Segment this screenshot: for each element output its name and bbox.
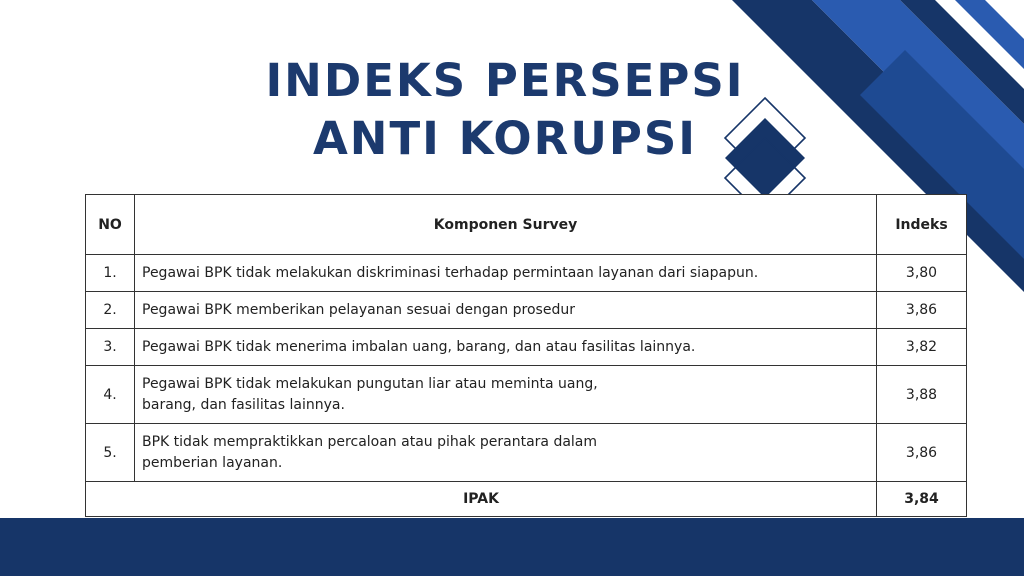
row-component: Pegawai BPK tidak melakukan pungutan liar atau meminta uang, barang, dan fasilitas lainnya.	[135, 366, 877, 424]
row-index: 3,88	[877, 366, 967, 424]
row-component: Pegawai BPK tidak melakukan diskriminasi terhadap permintaan layanan dari siapapun.	[135, 255, 877, 292]
header-index: Indeks	[877, 195, 967, 255]
title-line-2: ANTI KORUPSI	[312, 112, 698, 165]
title-line-1: INDEKS PERSEPSI	[265, 54, 745, 107]
table-row	[86, 424, 967, 482]
table-header-row	[86, 195, 967, 255]
header-no: NO	[86, 195, 135, 255]
row-no: 5.	[86, 424, 135, 482]
page-title	[0, 52, 1010, 168]
row-component: BPK tidak mempraktikkan percaloan atau pihak perantara dalam pemberian layanan.	[135, 424, 877, 482]
row-index: 3,86	[877, 292, 967, 329]
row-no: 1.	[86, 255, 135, 292]
row-index: 3,82	[877, 329, 967, 366]
row-no: 3.	[86, 329, 135, 366]
row-index: 3,86	[877, 424, 967, 482]
total-label: IPAK	[86, 482, 877, 517]
table-row	[86, 255, 967, 292]
table-row	[86, 329, 967, 366]
row-component: Pegawai BPK memberikan pelayanan sesuai dengan prosedur	[135, 292, 877, 329]
survey-table	[85, 194, 967, 517]
row-no: 4.	[86, 366, 135, 424]
table-total-row	[86, 482, 967, 517]
header-component: Komponen Survey	[135, 195, 877, 255]
row-index: 3,80	[877, 255, 967, 292]
footer-band	[0, 518, 1024, 576]
table-row	[86, 366, 967, 424]
total-index: 3,84	[877, 482, 967, 517]
row-component: Pegawai BPK tidak menerima imbalan uang, barang, dan atau fasilitas lainnya.	[135, 329, 877, 366]
table-row	[86, 292, 967, 329]
row-no: 2.	[86, 292, 135, 329]
